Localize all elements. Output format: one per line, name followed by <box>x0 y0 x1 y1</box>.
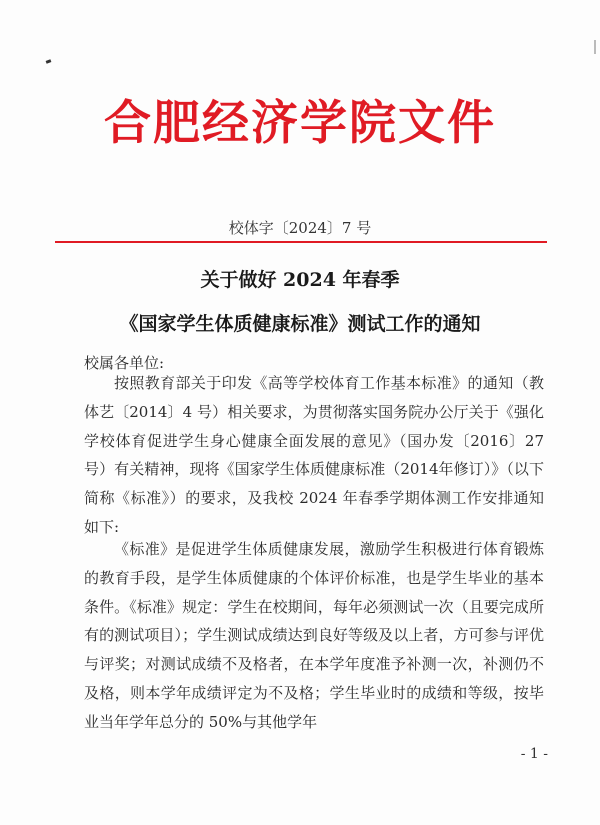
notice-title-line-2: 《国家学生体质健康标准》测试工作的通知 <box>119 313 481 335</box>
body-paragraph-1: 按照教育部关于印发《高等学校体育工作基本标准》的通知（教体艺〔2014〕4 号）相关要求，为贯彻落实国务院办公厅关于《强化学校体育促进学生身心健康全面发展的意见》（国办发〔2016〕27 号）有关精神，现将《国家学生体质健康标准（2014年修订）》（以下简称《标准》）的要求，及我校 2024 年春季学期体测工作安排通知如下: <box>84 374 544 536</box>
document-header-title: 合肥经济学院文件 <box>104 96 496 151</box>
salutation: 校属各单位: <box>84 354 165 372</box>
notice-title-line-1: 关于做好 2024 年春季 <box>200 269 400 291</box>
page-number: - 1 - <box>520 746 548 762</box>
scan-edge-mark <box>594 40 596 54</box>
red-divider-line <box>55 241 547 243</box>
body-paragraph-2: 《标准》是促进学生体质健康发展，激励学生积极进行体育锻炼的教育手段，是学生体质健康的个体评价标准，也是学生毕业的基本条件。《标准》规定：学生在校期间，每年必须测试一次（且要完成所有的测试项目）；学生测试成绩达到良好等级及以上者，方可参与评优与评奖；对测试成绩不及格者，在本学年度准予补测一次，补测仍不及格，则本学年成绩评定为不及格；学生毕业时的成绩和等级，按毕业当年学年总分的 50%与其他学年 <box>84 540 544 731</box>
document-number: 校体字〔2024〕7 号 <box>228 219 372 237</box>
scan-speck <box>46 59 52 64</box>
